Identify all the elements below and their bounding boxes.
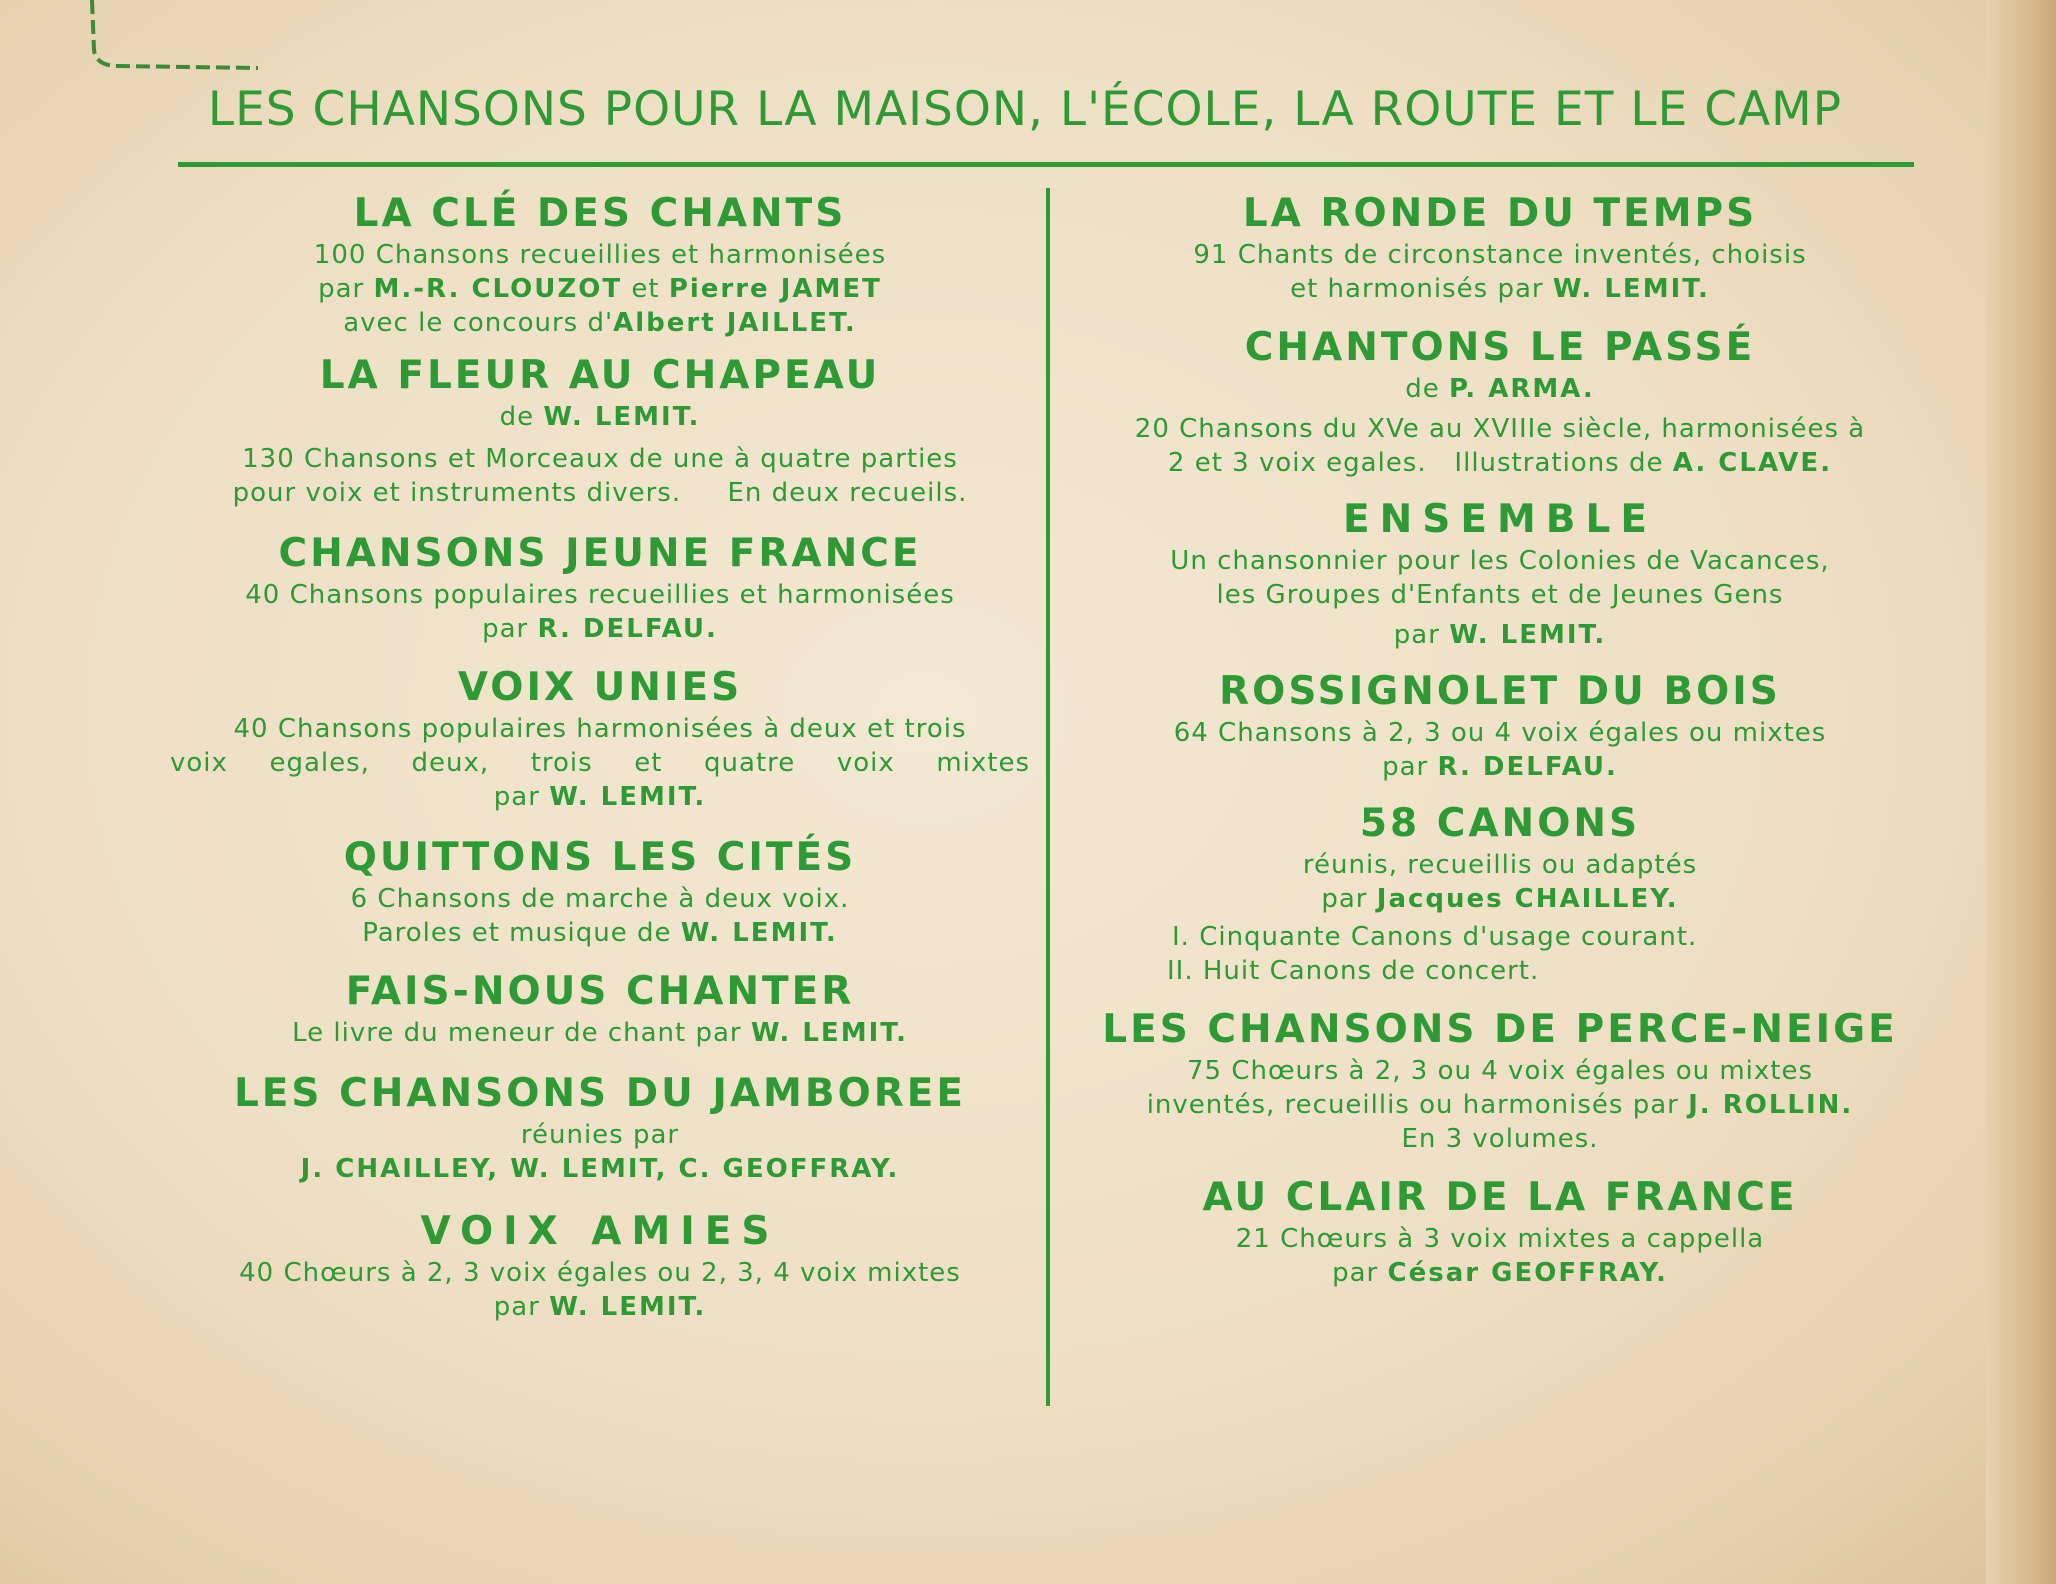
entry-line: J. CHAILLEY, W. LEMIT, C. GEOFFRAY. bbox=[300, 1154, 900, 1184]
entry-title: 58 CANONS bbox=[1359, 801, 1641, 846]
catalog-entry bbox=[170, 834, 1030, 950]
entry-line: par W. LEMIT. bbox=[1393, 620, 1607, 650]
entry-title: LA CLÉ DES CHANTS bbox=[353, 191, 847, 236]
right-column bbox=[1070, 190, 1930, 1290]
column-divider bbox=[1046, 188, 1050, 1406]
entry-line: par César GEOFFRAY. bbox=[1332, 1258, 1668, 1288]
entry-line: 40 Chœurs à 2, 3 voix égales ou 2, 3, 4 voix mixtes bbox=[239, 1258, 961, 1288]
catalog-entry bbox=[1070, 1006, 1930, 1156]
entry-line: par Jacques CHAILLEY. bbox=[1321, 884, 1679, 914]
catalog-entry bbox=[170, 190, 1030, 340]
entry-title: FAIS-NOUS CHANTER bbox=[345, 969, 855, 1014]
entry-title: ROSSIGNOLET DU BOIS bbox=[1219, 669, 1781, 714]
entry-line: par W. LEMIT. bbox=[493, 1292, 707, 1322]
entry-line: inventés, recueillis ou harmonisés par J. ROLLIN. bbox=[1146, 1090, 1854, 1120]
entry-line: Le livre du meneur de chant par W. LEMIT. bbox=[292, 1018, 908, 1048]
entry-title: VOIX UNIES bbox=[457, 665, 743, 710]
entry-line: pour voix et instruments divers. En deux recueils. bbox=[232, 478, 968, 508]
left-column bbox=[170, 190, 1030, 1324]
catalog-entry bbox=[170, 664, 1030, 814]
entry-line: de P. ARMA. bbox=[1405, 374, 1595, 404]
entry-line: et harmonisés par W. LEMIT. bbox=[1290, 274, 1710, 304]
entry-title: QUITTONS LES CITÉS bbox=[343, 835, 857, 880]
entry-line: Paroles et musique de W. LEMIT. bbox=[362, 918, 838, 948]
entry-line: I. Cinquante Canons d'usage courant. bbox=[1172, 922, 1698, 952]
catalog-entry bbox=[1070, 668, 1930, 784]
entry-line: par R. DELFAU. bbox=[482, 614, 718, 644]
entry-line: II. Huit Canons de concert. bbox=[1167, 956, 1540, 986]
entry-line: 21 Chœurs à 3 voix mixtes a cappella bbox=[1235, 1224, 1765, 1254]
entry-title: CHANSONS JEUNE FRANCE bbox=[278, 531, 922, 576]
entry-line: les Groupes d'Enfants et de Jeunes Gens bbox=[1216, 580, 1784, 610]
entry-line: 40 Chansons populaires harmonisées à deux et trois bbox=[233, 714, 967, 744]
catalog-entry bbox=[1070, 496, 1930, 652]
entry-line: 64 Chansons à 2, 3 ou 4 voix égales ou mixtes bbox=[1173, 718, 1827, 748]
entry-title: VOIX AMIES bbox=[420, 1209, 780, 1254]
catalog-entry bbox=[170, 352, 1030, 510]
entry-line: réunis, recueillis ou adaptés bbox=[1302, 850, 1698, 880]
entry-title: CHANTONS LE PASSÉ bbox=[1244, 325, 1756, 370]
catalog-entry bbox=[170, 1070, 1030, 1186]
entry-line: 20 Chansons du XVe au XVIIIe siècle, harmonisées à bbox=[1134, 414, 1866, 444]
entry-line: avec le concours d'Albert JAILLET. bbox=[343, 308, 857, 338]
entry-line: 6 Chansons de marche à deux voix. bbox=[350, 884, 850, 914]
entry-line: 91 Chants de circonstance inventés, choisis bbox=[1193, 240, 1807, 270]
entry-title: LA RONDE DU TEMPS bbox=[1242, 191, 1758, 236]
page-header: LES CHANSONS POUR LA MAISON, L'ÉCOLE, LA ROUTE ET LE CAMP bbox=[207, 82, 1843, 137]
entry-title: AU CLAIR DE LA FRANCE bbox=[1202, 1175, 1798, 1220]
catalog-entry bbox=[1070, 190, 1930, 306]
catalog-entry bbox=[170, 1208, 1030, 1324]
entry-line: par W. LEMIT. bbox=[493, 782, 707, 812]
entry-line: par R. DELFAU. bbox=[1382, 752, 1618, 782]
entry-line: Un chansonnier pour les Colonies de Vacances, bbox=[1170, 546, 1830, 576]
entry-line: 130 Chansons et Morceaux de une à quatre parties bbox=[242, 444, 958, 474]
catalog-entry bbox=[170, 530, 1030, 646]
catalog-entry bbox=[1070, 800, 1930, 988]
entry-line: 40 Chansons populaires recueillies et harmonisées bbox=[245, 580, 955, 610]
catalog-entry bbox=[170, 968, 1030, 1050]
entry-title: LES CHANSONS DU JAMBOREE bbox=[233, 1071, 967, 1116]
entry-line: réunies par bbox=[520, 1120, 680, 1150]
entry-line: de W. LEMIT. bbox=[499, 402, 701, 432]
entry-line: 2 et 3 voix egales. Illustrations de A. CLAVE. bbox=[1167, 448, 1833, 478]
catalog-entry bbox=[1070, 1174, 1930, 1290]
entry-title: LES CHANSONS DE PERCE-NEIGE bbox=[1102, 1007, 1898, 1052]
catalog-entry bbox=[1070, 324, 1930, 480]
header-rule bbox=[178, 162, 1914, 167]
entry-title: LA FLEUR AU CHAPEAU bbox=[319, 353, 881, 398]
pen-mark-decoration bbox=[88, 0, 268, 80]
entry-line: 75 Chœurs à 2, 3 ou 4 voix égales ou mixtes bbox=[1186, 1056, 1814, 1086]
entry-line: voix egales, deux, trois et quatre voix mixtes bbox=[170, 748, 1030, 778]
entry-title: ENSEMBLE bbox=[1342, 497, 1658, 542]
entry-line: par M.-R. CLOUZOT et Pierre JAMET bbox=[318, 274, 882, 304]
cover-edge bbox=[1986, 0, 2056, 1584]
entry-line: 100 Chansons recueillies et harmonisées bbox=[313, 240, 887, 270]
entry-line: En 3 volumes. bbox=[1401, 1124, 1599, 1154]
